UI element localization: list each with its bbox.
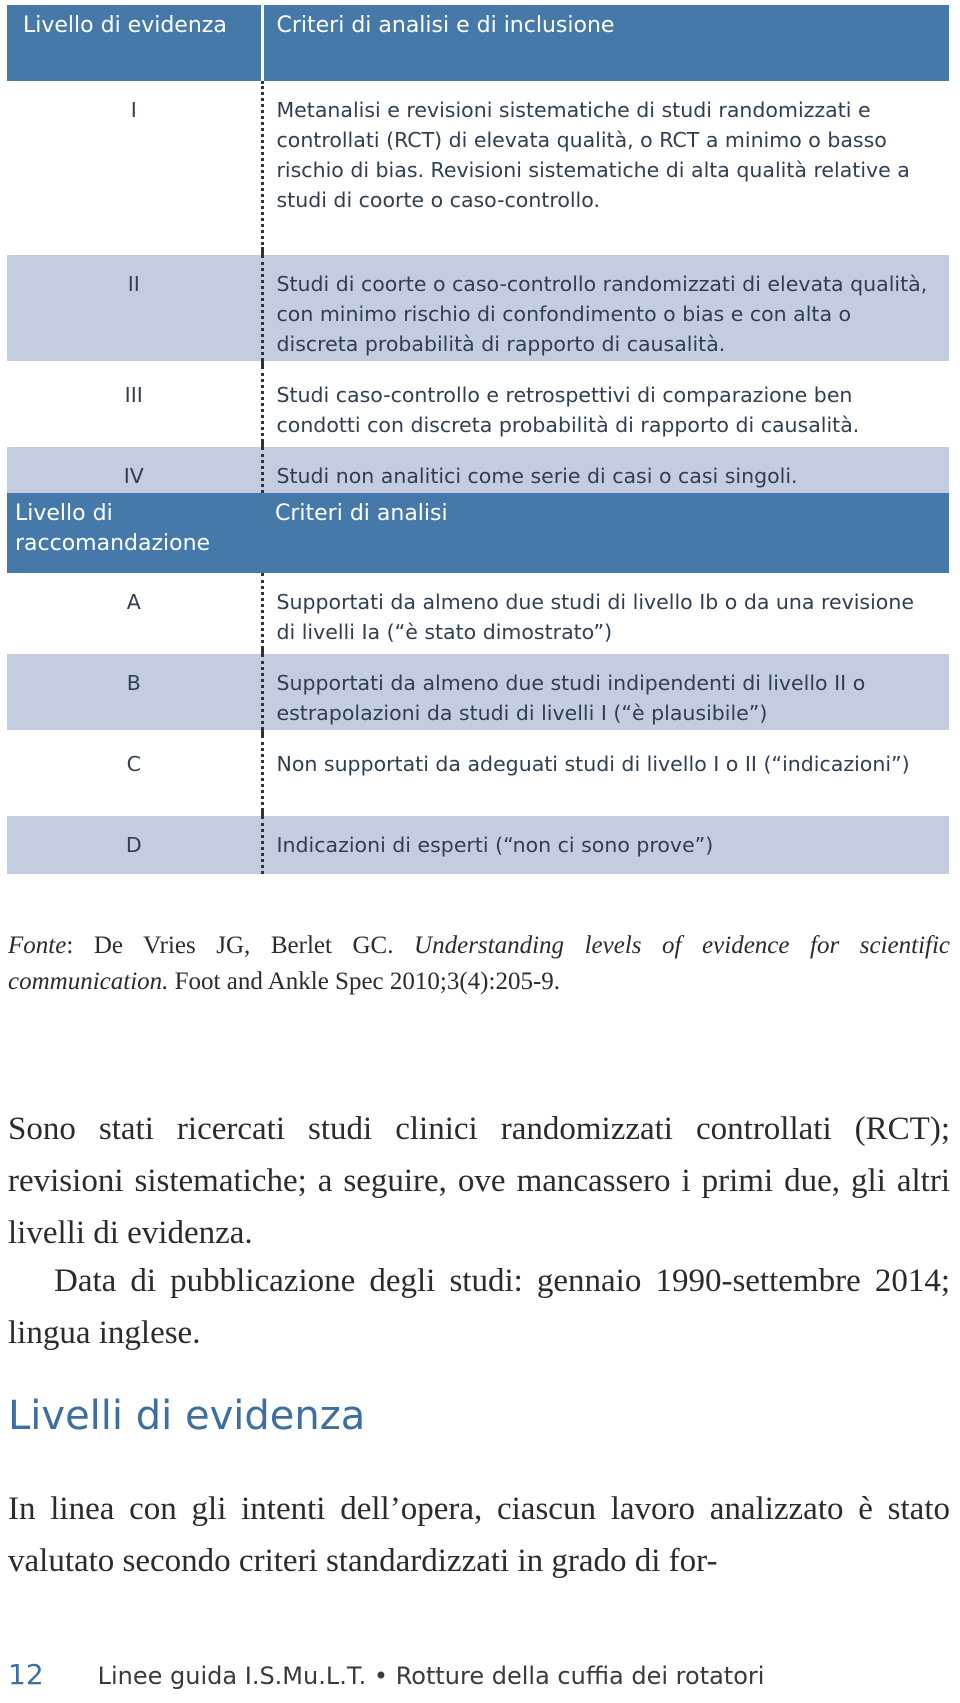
evidence-level: II: [7, 255, 262, 361]
recommendation-level: D: [7, 816, 262, 874]
section-title: Livelli di evidenza: [8, 1393, 366, 1439]
recommendation-row: [7, 816, 949, 874]
recommendation-row: [7, 735, 949, 811]
recommendation-row: [7, 654, 949, 730]
recommendation-level: C: [7, 735, 262, 811]
recommendation-criteria: Supportati da almeno due studi indipendenti di livello II o estrapolazioni da studi di livelli I (“è plausibile”): [262, 654, 949, 730]
evidence-criteria: Studi di coorte o caso-controllo randomizzati di elevata qualità, con minimo rischio di confondimento o bias e con alta o discreta probabilità di rapporto di causalità.: [262, 255, 949, 361]
evidence-row: [7, 81, 949, 250]
evidence-level: I: [7, 81, 262, 250]
page-footer: [8, 1658, 764, 1691]
evidence-criteria: Studi non analitici come serie di casi o casi singoli.: [262, 447, 949, 493]
running-title: Linee guida I.S.Mu.L.T. • Rotture della cuffia dei rotatori: [97, 1662, 765, 1690]
source-citation: [8, 928, 950, 1000]
body-paragraph: Data di pubblicazione degli studi: gennaio 1990-settembre 2014; lingua inglese.: [8, 1263, 950, 1351]
recommendation-criteria: Supportati da almeno due studi di livello Ib o da una revisione di livelli Ia (“è stato dimostrato”): [262, 573, 949, 649]
body-paragraph: Sono stati ricercati studi clinici randomizzati controllati (RCT); revisioni sistematiche; a seguire, ove mancassero i primi due, gli altri livelli di evidenza.: [8, 1111, 950, 1251]
recommendation-level-header: Livello di raccomandazione: [7, 493, 262, 573]
recommendation-row: [7, 573, 949, 649]
recommendation-criteria-header: Criteri di analisi: [262, 493, 949, 573]
evidence-level-header: Livello di evidenza: [7, 5, 262, 81]
evidence-criteria-header: Criteri di analisi e di inclusione: [262, 5, 949, 81]
evidence-criteria: Studi caso-controllo e retrospettivi di comparazione ben condotti con discreta probabilità di rapporto di causalità.: [262, 366, 949, 442]
body-paragraph: In linea con gli intenti dell’opera, ciascun lavoro analizzato è stato valutato secondo criteri standardizzati in grado di for-: [8, 1491, 950, 1579]
evidence-level: III: [7, 366, 262, 442]
evidence-level: IV: [7, 447, 262, 493]
source-label: Fonte: [8, 932, 67, 959]
source-journal: Foot and Ankle Spec 2010;3(4):205-9.: [168, 968, 561, 995]
source-title: Understanding levels of evidence for scientific communication.: [8, 932, 951, 995]
recommendation-level: A: [7, 573, 262, 649]
evidence-row: [7, 255, 949, 361]
evidence-recommendation-table: [7, 5, 949, 874]
evidence-row: [7, 366, 949, 442]
recommendation-level: B: [7, 654, 262, 730]
recommendation-header-row: [7, 493, 949, 573]
recommendation-criteria: Indicazioni di esperti (“non ci sono prove”): [262, 816, 949, 874]
evidence-header-row: [7, 5, 949, 81]
source-authors: : De Vries JG, Berlet GC.: [66, 932, 415, 959]
evidence-row: [7, 447, 949, 493]
evidence-criteria: Metanalisi e revisioni sistematiche di studi randomizzati e controllati (RCT) di elevata qualità, o RCT a minimo o basso rischio di bias. Revisioni sistematiche di alta qualità relative a studi di coorte o caso-controllo.: [262, 81, 949, 250]
page-number: 12: [8, 1658, 44, 1691]
recommendation-criteria: Non supportati da adeguati studi di livello I o II (“indicazioni”): [262, 735, 949, 811]
